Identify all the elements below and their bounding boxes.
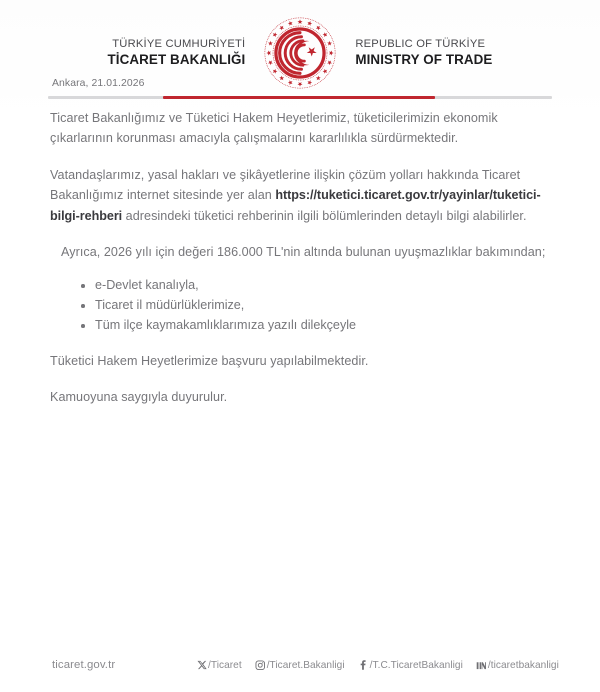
header-divider-accent <box>163 96 435 99</box>
social-handle-x: /Ticaret <box>208 659 242 671</box>
linkedin-icon <box>476 660 487 671</box>
paragraph-1: Ticaret Bakanlığımız ve Tüketici Hakem Heyetlerimiz, tüketicilerimizin ekonomik çıkarlarının korunması amacıyla çalışmalarını kararlılıkla sürdürmektedir. <box>50 111 498 146</box>
social-handle-instagram: /Ticaret.Bakanligi <box>266 659 345 671</box>
list-item: Ticaret il müdürlüklerimize, <box>81 296 550 316</box>
social-link-x[interactable] <box>196 660 242 671</box>
footer <box>0 652 600 678</box>
instagram-icon <box>255 660 266 671</box>
dateline: Ankara, 21.01.2026 <box>52 78 145 89</box>
paragraph-5: Kamuoyuna saygıyla duyurulur. <box>50 390 228 405</box>
announcement-body <box>50 108 550 424</box>
brand-turkish-line2: TİCARET BAKANLIĞI <box>107 51 246 67</box>
paragraph-2-lead: Vatandaşlarımız, yasal hakları ve şikâyetlerine ilişkin çözüm yolları hakkında Ticaret Bakanlığımız internet sitesinde yer alan <box>50 167 521 203</box>
list-item: e-Devlet kanalıyla, <box>81 276 550 296</box>
social-link-facebook[interactable] <box>358 660 463 671</box>
social-link-linkedin[interactable] <box>476 660 559 671</box>
application-channels-list <box>50 276 550 336</box>
social-link-instagram[interactable] <box>255 660 345 671</box>
social-handle-linkedin: /ticaretbakanligi <box>487 659 559 671</box>
consumer-guide-url[interactable]: https://tuketici.ticaret.gov.tr/yayinlar/tuketici-bilgi-rehberi <box>50 188 541 223</box>
brand-turkish <box>108 38 264 68</box>
paragraph-2 <box>50 165 550 226</box>
brand-turkish-line1: TÜRKİYE CUMHURİYETİ <box>112 38 246 50</box>
list-item: Tüm ilçe kaymakamlıklarımıza yazılı dilekçeyle <box>81 316 550 336</box>
x-twitter-icon <box>196 660 207 671</box>
brand-english-line1: REPUBLIC OF TÜRKİYE <box>355 38 486 50</box>
paragraph-4: Tüketici Hakem Heyetlerimize başvuru yapılabilmektedir. <box>50 354 369 369</box>
brand-block <box>108 16 493 90</box>
facebook-icon <box>358 660 369 671</box>
paragraph-2-tail: adresindeki tüketici rehberinin ilgili bölümlerinden detaylı bilgi alabilirler. <box>122 208 527 223</box>
brand-english-line2: MINISTRY OF TRADE <box>355 51 493 67</box>
paragraph-3: Ayrıca, 2026 yılı için değeri 186.000 TL'nin altında bulunan uyuşmazlıklar bakımından; <box>61 244 546 259</box>
republic-of-turkiye-ministry-of-trade-emblem-icon <box>263 16 337 90</box>
social-handle-facebook: /T.C.TicaretBakanligi <box>369 659 463 671</box>
brand-english <box>337 38 492 68</box>
social-links <box>196 660 559 671</box>
website-url[interactable]: ticaret.gov.tr <box>52 659 116 671</box>
